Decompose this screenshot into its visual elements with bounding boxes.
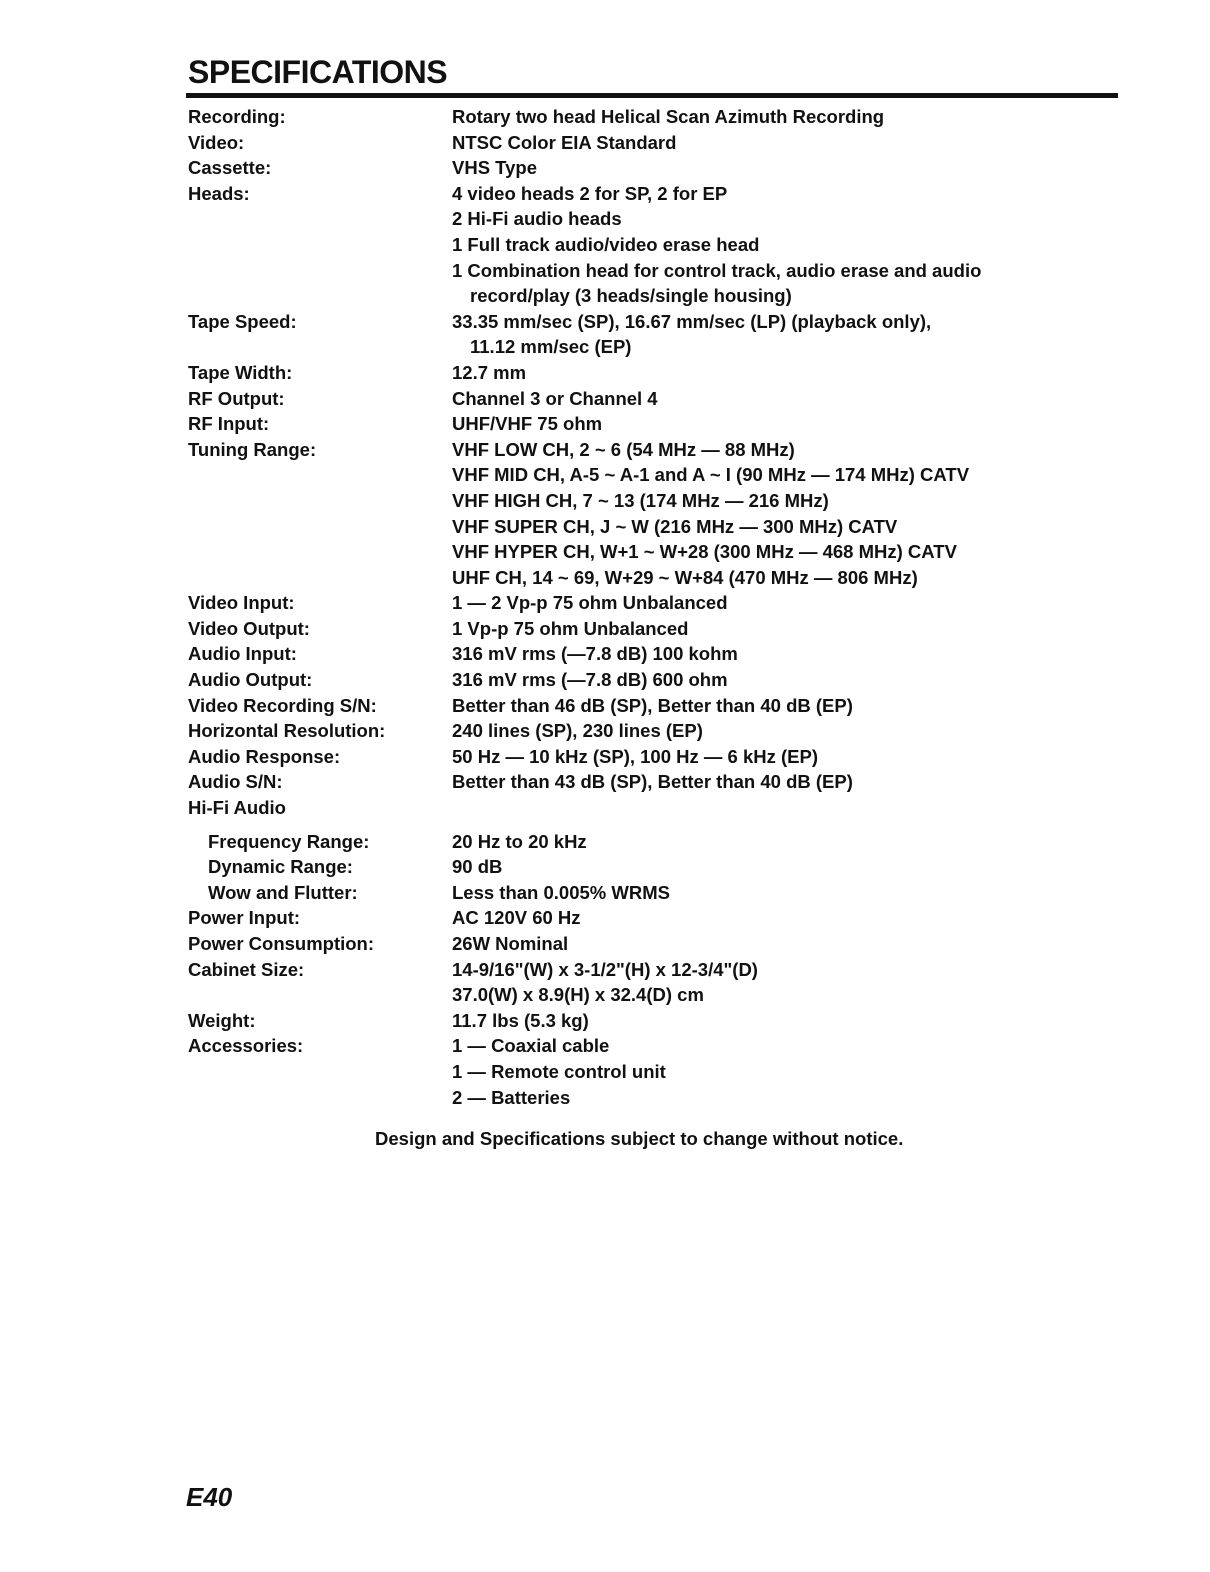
spec-values: [452, 386, 1088, 412]
spec-label: Horizontal Resolution:: [188, 720, 386, 742]
spec-value: 1 — Remote control unit: [452, 1060, 666, 1082]
spec-label: Video Output:: [188, 617, 310, 639]
title-rule: [186, 93, 1118, 98]
spec-values: [452, 829, 1088, 855]
spec-values: [452, 616, 1088, 642]
spec-row: [188, 360, 1088, 386]
spec-values: [452, 931, 1088, 957]
spec-label: Tuning Range:: [188, 438, 317, 460]
spec-label: Audio Response:: [188, 745, 341, 767]
spec-row: [188, 616, 1088, 642]
spec-row: [188, 1008, 1088, 1034]
spec-label: Heads:: [188, 182, 250, 204]
spec-table: [188, 104, 1088, 1110]
spec-value: 26W Nominal: [452, 933, 569, 954]
spec-values: [452, 641, 1088, 667]
spec-label: Weight:: [188, 1009, 256, 1031]
spec-values: [452, 155, 1088, 181]
spec-value: NTSC Color EIA Standard: [452, 131, 677, 153]
spec-value: record/play (3 heads/single housing): [470, 285, 792, 307]
spec-value: 90 dB: [452, 856, 503, 878]
spec-label: Video:: [188, 131, 245, 153]
spec-row: [188, 181, 1088, 309]
spec-value: Less than 0.005% WRMS: [452, 881, 670, 903]
spec-value: 1 Vp-p 75 ohm Unbalanced: [452, 617, 689, 639]
spec-value: VHS Type: [452, 157, 537, 179]
spec-values: [452, 880, 1088, 906]
spec-value: UHF/VHF 75 ohm: [452, 413, 603, 435]
spec-gap: [188, 821, 1088, 829]
spec-row: [188, 829, 1088, 855]
spec-values: [452, 905, 1088, 931]
spec-values: [452, 104, 1088, 130]
spec-row: [188, 931, 1088, 957]
spec-label: Cassette:: [188, 157, 272, 179]
spec-values: [452, 1008, 1088, 1034]
spec-value: Better than 43 dB (SP), Better than 40 dB (EP): [452, 771, 853, 793]
spec-label: Tape Speed:: [188, 310, 297, 332]
spec-values: [452, 854, 1088, 880]
spec-row: [188, 641, 1088, 667]
spec-values: [452, 411, 1088, 437]
spec-values: [452, 667, 1088, 693]
spec-label: Audio S/N:: [188, 771, 283, 793]
spec-values: [452, 360, 1088, 386]
spec-value: Rotary two head Helical Scan Azimuth Recording: [452, 106, 885, 127]
spec-row: [188, 795, 1088, 821]
spec-label: Dynamic Range:: [208, 856, 353, 878]
spec-value: UHF CH, 14 ~ 69, W+29 ~ W+84 (470 MHz — 806 MHz): [452, 566, 918, 588]
spec-values: [452, 744, 1088, 770]
spec-row: [188, 744, 1088, 770]
spec-value: 4 video heads 2 for SP, 2 for EP: [452, 182, 728, 204]
spec-value: VHF HIGH CH, 7 ~ 13 (174 MHz — 216 MHz): [452, 489, 829, 511]
spec-value: AC 120V 60 Hz: [452, 907, 581, 929]
spec-value: 316 mV rms (—7.8 dB) 100 kohm: [452, 643, 738, 665]
spec-label: Recording:: [188, 106, 286, 127]
spec-row: [188, 1033, 1088, 1110]
spec-value: 11.7 lbs (5.3 kg): [452, 1009, 589, 1031]
spec-row: [188, 309, 1088, 360]
spec-label: Power Input:: [188, 907, 301, 929]
spec-value: 1 — 2 Vp-p 75 ohm Unbalanced: [452, 592, 728, 614]
spec-value: 240 lines (SP), 230 lines (EP): [452, 720, 703, 742]
spec-values: [452, 1033, 1088, 1110]
spec-value: 1 Full track audio/video erase head: [452, 233, 760, 255]
spec-value: Channel 3 or Channel 4: [452, 387, 658, 409]
spec-row: [188, 693, 1088, 719]
spec-values: [452, 590, 1088, 616]
spec-row: [188, 769, 1088, 795]
spec-label: Cabinet Size:: [188, 958, 305, 980]
spec-label: Accessories:: [188, 1035, 304, 1057]
page-number: E40: [186, 1482, 233, 1512]
spec-value: VHF LOW CH, 2 ~ 6 (54 MHz — 88 MHz): [452, 438, 795, 460]
spec-values: [452, 769, 1088, 795]
spec-row: [188, 880, 1088, 906]
spec-row: [188, 957, 1088, 1008]
spec-label: Hi-Fi Audio: [188, 797, 286, 819]
spec-row: [188, 437, 1088, 591]
spec-value: 316 mV rms (—7.8 dB) 600 ohm: [452, 669, 728, 691]
spec-values: [452, 957, 1088, 1008]
spec-label: RF Output:: [188, 387, 285, 409]
spec-row: [188, 718, 1088, 744]
spec-value: 50 Hz — 10 kHz (SP), 100 Hz — 6 kHz (EP): [452, 745, 819, 767]
spec-label: Power Consumption:: [188, 933, 375, 954]
spec-value: 2 Hi-Fi audio heads: [452, 208, 622, 230]
spec-label: Wow and Flutter:: [208, 881, 358, 903]
spec-value: 2 — Batteries: [452, 1086, 571, 1108]
spec-value: VHF MID CH, A-5 ~ A-1 and A ~ I (90 MHz — 174 MHz) CATV: [452, 464, 970, 486]
spec-value: 33.35 mm/sec (SP), 16.67 mm/sec (LP) (playback only),: [452, 310, 932, 332]
spec-values: [452, 181, 1088, 309]
spec-row: [188, 854, 1088, 880]
spec-value: 37.0(W) x 8.9(H) x 32.4(D) cm: [452, 984, 704, 1006]
spec-row: [188, 590, 1088, 616]
spec-value: 11.12 mm/sec (EP): [470, 336, 632, 358]
spec-row: [188, 104, 1088, 130]
spec-values: [452, 309, 1088, 360]
page-title: SPECIFICATIONS: [188, 54, 448, 90]
spec-label: Audio Input:: [188, 643, 297, 665]
spec-values: [452, 693, 1088, 719]
spec-value: Better than 46 dB (SP), Better than 40 dB (EP): [452, 694, 853, 716]
spec-values: [452, 437, 1088, 591]
spec-value: 12.7 mm: [452, 361, 527, 383]
spec-value: 1 Combination head for control track, audio erase and audio: [452, 259, 982, 281]
spec-value: 1 — Coaxial cable: [452, 1035, 610, 1057]
spec-label: Video Recording S/N:: [188, 694, 377, 716]
spec-row: [188, 130, 1088, 156]
spec-value: VHF HYPER CH, W+1 ~ W+28 (300 MHz — 468 MHz) CATV: [452, 541, 957, 563]
spec-label: RF Input:: [188, 413, 270, 435]
spec-values: [452, 718, 1088, 744]
footnote: Design and Specifications subject to change without notice.: [375, 1128, 904, 1149]
spec-row: [188, 411, 1088, 437]
spec-label: Frequency Range:: [208, 830, 370, 852]
spec-row: [188, 386, 1088, 412]
spec-values: [452, 130, 1088, 156]
spec-row: [188, 905, 1088, 931]
spec-label: Video Input:: [188, 592, 295, 614]
spec-label: Audio Output:: [188, 669, 313, 691]
spec-label: Tape Width:: [188, 361, 293, 383]
spec-row: [188, 667, 1088, 693]
spec-value: 14-9/16"(W) x 3-1/2"(H) x 12-3/4"(D): [452, 958, 758, 980]
spec-row: [188, 155, 1088, 181]
spec-value: 20 Hz to 20 kHz: [452, 830, 587, 852]
spec-value: VHF SUPER CH, J ~ W (216 MHz — 300 MHz) CATV: [452, 515, 898, 537]
